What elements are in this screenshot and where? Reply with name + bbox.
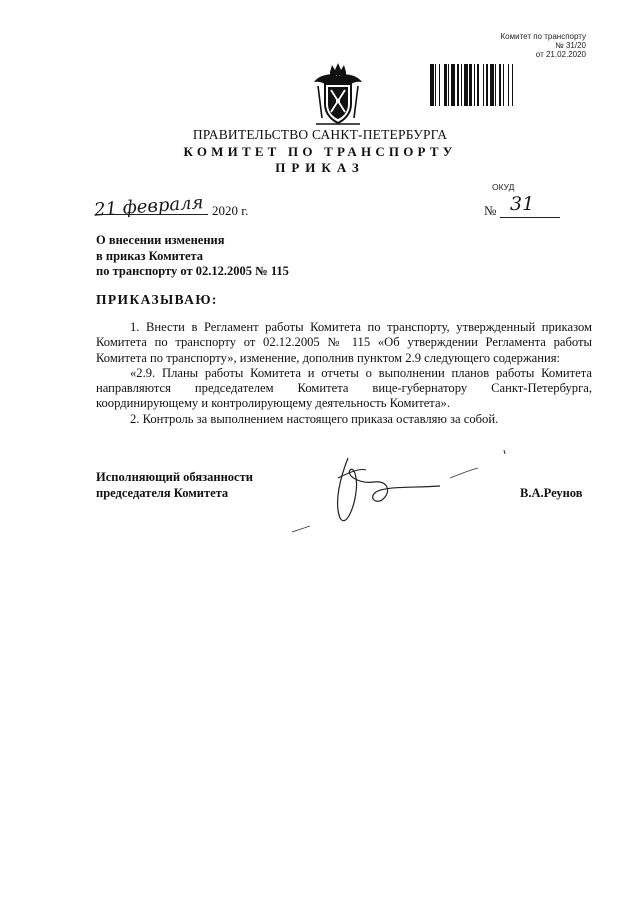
government-title: ПРАВИТЕЛЬСТВО САНКТ-ПЕТЕРБУРГА xyxy=(192,127,448,142)
signatory-position xyxy=(96,470,253,501)
stamp-line-committee: Комитет по транспорту xyxy=(500,32,586,41)
signatory-name: В.А.Реунов xyxy=(520,486,583,500)
number-label: № xyxy=(484,203,497,218)
barcode-bar xyxy=(513,64,514,106)
stamp-line-date: от 21.02.2020 xyxy=(535,50,586,59)
order-body xyxy=(96,320,592,427)
subject-line-2: в приказ Комитета xyxy=(96,248,204,263)
subject-line-1: О внесении изменения xyxy=(96,233,225,247)
body-paragraph-1: 1. Внести в Регламент работы Комитета по транспорту, утвержденный приказом Комитета по транспорту от 02.12.2005 № 115 «Об утверждении Регламента работы Комитета по транспорту», изменение, дополнив пунктом 2.9 следующего содержания: xyxy=(96,320,592,365)
date-handwritten: 21 февраля xyxy=(93,192,205,221)
okud-label: ОКУД xyxy=(492,182,515,192)
registration-stamp xyxy=(440,32,586,59)
body-paragraph-2: «2.9. Планы работы Комитета и отчеты о выполнении планов работы Комитета направляются председателем Комитета вице-губернатору Санкт-Петербурга, координирующему и контролирующему деятельность Комитета». xyxy=(96,365,592,411)
document-type-title: ПРИКАЗ xyxy=(275,160,365,175)
coat-of-arms-emblem xyxy=(308,62,368,128)
stamp-line-number: № 31/20 xyxy=(555,41,586,50)
number-underline xyxy=(500,217,560,218)
registration-barcode xyxy=(430,64,590,106)
handwritten-signature xyxy=(290,448,520,538)
committee-title: КОМИТЕТ ПО ТРАНСПОРТУ xyxy=(183,144,457,159)
number-handwritten: 31 xyxy=(510,193,535,215)
signatory-position-line-2: председателя Комитета xyxy=(96,485,229,500)
subject-line-3: по транспорту от 02.12.2005 № 115 xyxy=(96,264,289,278)
signatory-position-line-1: Исполняющий обязанности xyxy=(96,470,253,484)
date-year: 2020 г. xyxy=(212,203,249,218)
directive-heading: ПРИКАЗЫВАЮ: xyxy=(96,292,218,307)
body-paragraph-3: 2. Контроль за выполнением настоящего приказа оставляю за собой. xyxy=(130,411,499,426)
order-subject xyxy=(96,233,289,280)
